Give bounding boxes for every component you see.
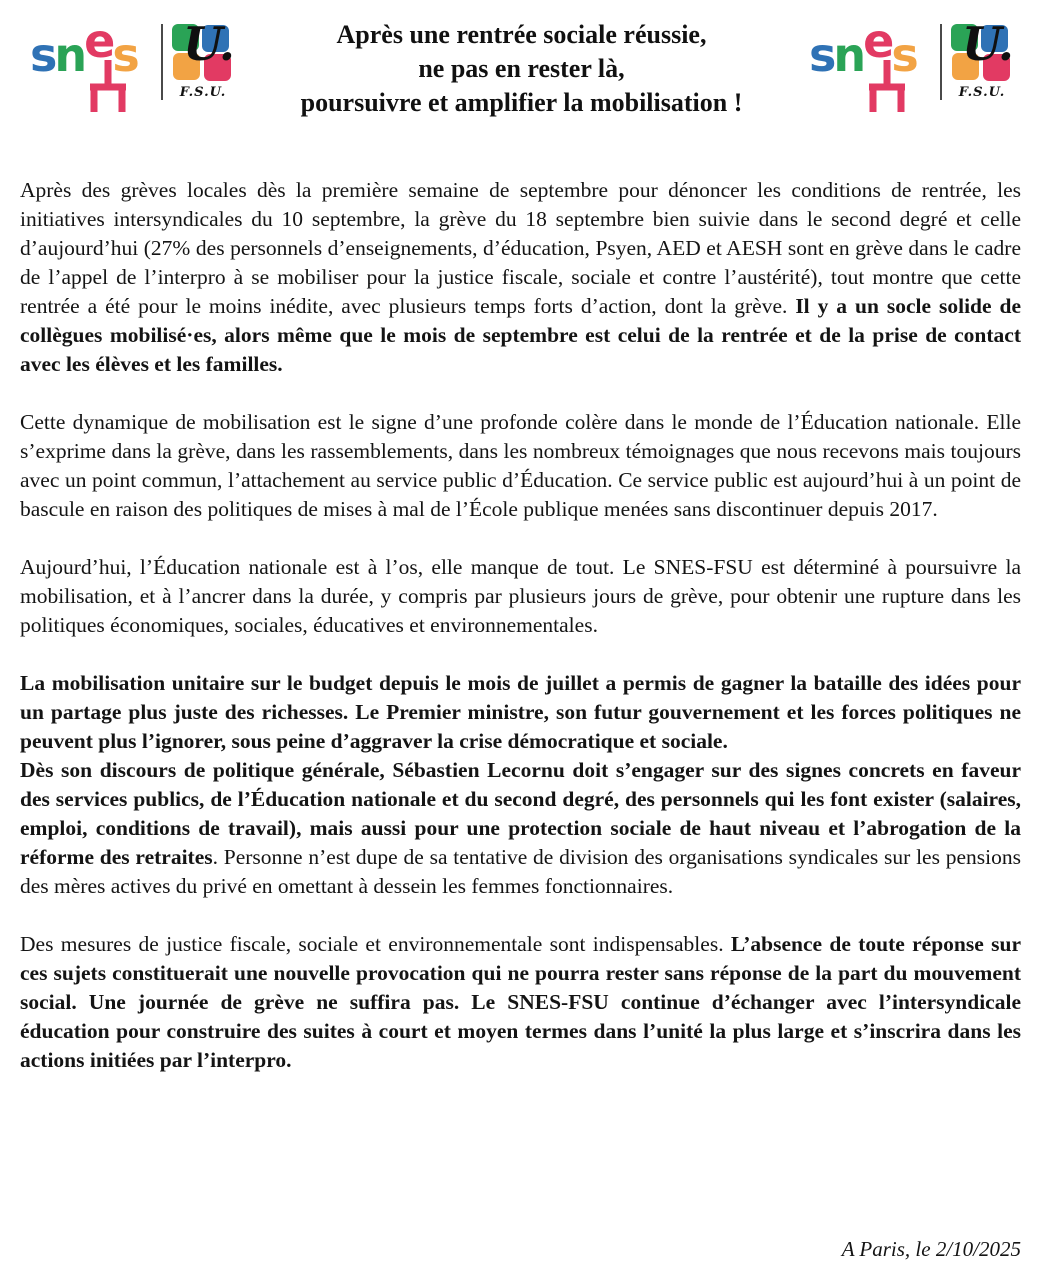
snes-letter-s2: s [112, 28, 137, 82]
text-run-bold: Dès son discours de politique générale, Sébastien Lecornu doit s’engager sur des signes concrets en faveur des services publics, de l’Éducation nationale et du second degré, des personnels qui les font exister (salaires, emploi, conditions de travail), mais aussi pour une protection sociale de haut niveau et l’abrogation de la réforme des retraites [20, 758, 1021, 869]
fsu-emblem [172, 17, 235, 100]
text-run: Des mesures de justice fiscale, sociale et environnementale sont indispensables. [20, 932, 731, 956]
title-line-2: ne pas en rester là, [418, 54, 625, 83]
fsu-squares [172, 17, 235, 82]
title-line-1: Après une rentrée sociale réussie, [336, 20, 707, 49]
snes-stick-figure-icon [86, 60, 130, 114]
text-run-bold: Il y a un socle solide de collègues mobilisé·es, alors même que le mois de septembre est celui de la rentrée et de la prise de contact avec les élèves et les familles. [20, 294, 1021, 376]
logo-divider [940, 24, 942, 100]
fsu-u-monogram: U. [962, 17, 1014, 71]
title-line-3: poursuivre et amplifier la mobilisation ! [300, 88, 743, 117]
text-run-bold: La mobilisation unitaire sur le budget depuis le mois de juillet a permis de gagner la bataille des idées pour un partage plus juste des richesses. Le Premier ministre, son futur gouvernement et les forces politiques ne peuvent plus l’ignorer, sous peine d’aggraver la crise démocratique et sociale. [20, 671, 1021, 753]
snes-wordmark [809, 16, 931, 116]
snes-wordmark [30, 16, 152, 116]
paragraph-5 [20, 756, 1021, 901]
snes-letter-e: e [84, 14, 113, 68]
fsu-squares [951, 17, 1014, 82]
snes-fsu-logo-right [809, 16, 1013, 126]
snes-letter-s1: s [809, 28, 834, 82]
snes-letter-n: n [833, 28, 864, 82]
text-run-bold: L’absence de toute réponse sur ces sujets constituerait une nouvelle provocation qui ne pourra rester sans réponse de la part du mouvement social. Une journée de grève ne suffira pas. Le SNES-FSU continue d’échanger avec l’intersyndicale éducation pour construire des suites à court et moyen termes dans l’unité la plus large et s’inscrira dans les actions initiées par l’interpro. [20, 932, 1021, 1072]
fsu-label: F.S.U. [958, 85, 1006, 100]
text-run: Aujourd’hui, l’Éducation nationale est à l’os, elle manque de tout. Le SNES-FSU est déterminé à poursuivre la mobilisation, et à l’ancrer dans la durée, y compris par plusieurs jours de grève, pour obtenir une rupture dans les politiques économiques, sociales, éducatives et environnementales. [20, 555, 1021, 637]
text-run: . Personne n’est dupe de sa tentative de division des organisations syndicales sur les pensions des mères actives du privé en omettant à dessein les femmes fonctionnaires. [20, 845, 1021, 898]
paragraph-3 [20, 553, 1021, 640]
snes-letter-n: n [54, 28, 85, 82]
fsu-u-monogram: U. [183, 17, 235, 71]
document-header [0, 0, 1041, 126]
logo-divider [161, 24, 163, 100]
text-run: Après des grèves locales dès la première semaine de septembre pour dénoncer les conditions de rentrée, les initiatives intersyndicales du 10 septembre, la grève du 18 septembre bien suivie dans le second degré et celle d’aujourd’hui (27% des personnels d’enseignements, d’éducation, Psyen, AED et AESH sont en grève dans le cadre de l’appel de l’interpro à se mobiliser pour la justice fiscale, sociale et contre l’austérité), tout montre que cette rentrée a été pour le moins inédite, avec plusieurs temps forts d’action, dont la grève. [20, 178, 1021, 318]
snes-letter-s2: s [891, 28, 916, 82]
paragraph-2 [20, 408, 1021, 524]
dateline: A Paris, le 2/10/2025 [841, 1237, 1021, 1261]
paragraph-6 [20, 930, 1021, 1075]
paragraph-4 [20, 669, 1021, 756]
paragraph-1 [20, 176, 1021, 379]
document-body [0, 176, 1041, 1075]
fsu-emblem [951, 17, 1014, 100]
fsu-label: F.S.U. [179, 85, 227, 100]
text-run: Cette dynamique de mobilisation est le signe d’une profonde colère dans le monde de l’Éducation nationale. Elle s’exprime dans la grève, dans les rassemblements, dans les nombreux témoignages que nous recevons mais toujours avec un point commun, l’attachement au service public d’Éducation. Ce service public est aujourd’hui à un point de bascule en raison des politiques de mises à mal de l’École publique menées sans discontinuer depuis 2017. [20, 410, 1021, 521]
snes-letter-s1: s [30, 28, 55, 82]
document-title [234, 16, 809, 120]
snes-fsu-logo-left [30, 16, 234, 126]
snes-letter-e: e [863, 14, 892, 68]
snes-stick-figure-icon [865, 60, 909, 114]
